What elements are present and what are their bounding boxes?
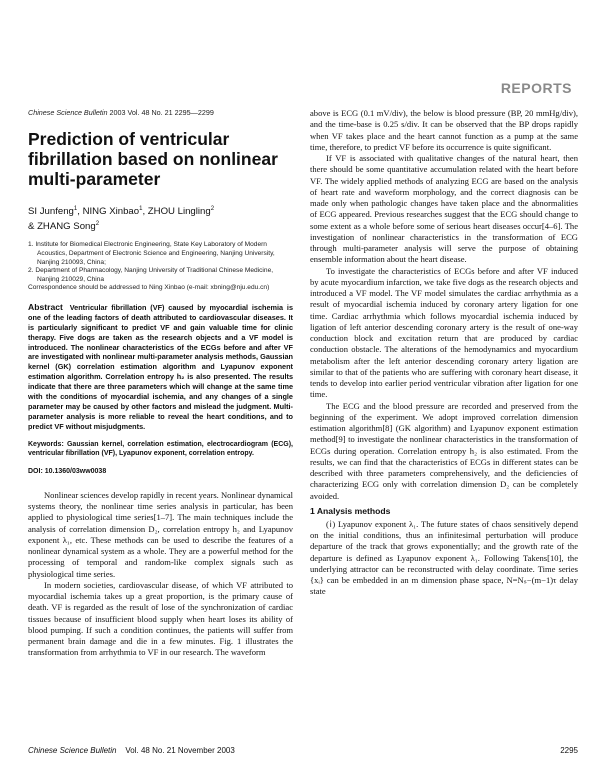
- doi: DOI: 10.1360/03ww0038: [28, 467, 107, 475]
- article-title: Prediction of ventricular fibrillation based on nonlinear multi-parameter: [28, 129, 278, 189]
- footer-issue: Vol. 48 No. 21 November 2003: [125, 746, 235, 755]
- page-footer: [28, 746, 578, 758]
- body-paragraph: If VF is associated with qualitative changes of the natural heart, then there should be some quantitative accumulation related with the heart before VF. The widely applied methods of analyzing ECG are based on the analysis of heart rate and waveform morphology, and the correct diagnosis can be made only when pathologic changes have taken place and the abnormalities of ECG appeared. Previous researches suggest that the ECG should change to some extent as a whole before some of serious heart diseases occur[4–6]. The investigation of nonlinear characteristics in the transformation of ECG through multi-parameter analysis will serve the purpose of obtaining ensemble information about the heart disease.: [310, 153, 578, 265]
- affiliation-2: 2. Department of Pharmacology, Nanjing University of Traditional Chinese Medicine, Nanjing 210029, China: [28, 267, 274, 283]
- author: ZHOU Lingling$^2$: [147, 206, 215, 218]
- body-paragraph: The ECG and the blood pressure are recorded and preserved from the beginning of the experiment. We adopt improved correlation dimension estimation algorithm[8] (GK algorithm) and Lyapunov exponent estimation method[9] to investigate the nonlinear characteristics in the transformation of ECGs during operation. Correlation entropy h₂ is also estimated. From the results, we can find that the characteristics of ECGs in different states can be described with three parameters comprehensively, and the deficiencies of characterizing ECG only with correlation dimension D₂ can be completely avoided.: [310, 400, 578, 501]
- journal-citation: [28, 108, 293, 117]
- right-column: [310, 108, 578, 598]
- abstract: [28, 303, 293, 432]
- journal-name: Chinese Science Bulletin: [28, 108, 108, 117]
- body-paragraph: To investigate the characteristics of ECGs before and after VF induced by acute myocardium infarction, we take five dogs as the research objects and introduced a VF model. The VF model simulates the cardiac arrhythmia as a result of myocardial ischemia induced by coronary artery ligation for one time. Cardiac arrhythmia which follows myocardial ischemia induced by ligation of left anterior descending coronary artery is the result of one-way conduction block and excitation return that are produced by cardiac conduction obstacle. The alterations of the hemodynamics and myocardium metabolism after the left anterior descending coronary artery ligation are similar to that of the patients who are suffering with coronary heart disease, it tends to develop into earlier period ventricular vibration after ligation for one time.: [310, 265, 578, 400]
- author: NING Xinbao$^1$,: [82, 206, 148, 218]
- journal-issue-details: 2003 Vol. 48 No. 21 2295—2299: [109, 108, 214, 117]
- body-paragraph: In modern societies, cardiovascular disease, of which VF attributed to myocardial ischemia takes up a great proportion, is the primary cause of death. VF is regarded as the result of lose of the synchronization of cardiac tissues because of insufficient blood supply when heart loses its ability of blood pumping. If such a condition continues, the patients will suffer from permanent brain damage and die in a few minutes. Fig. 1 illustrates the transformation from arrhythmia to VF in our research. The waveform: [28, 579, 293, 658]
- abstract-heading: Abstract: [28, 301, 63, 312]
- affiliation-1: 1. Institute for Biomedical Electronic Engineering, State Key Laboratory of Modern Acoustics, Department of Electronic Science and Engineering, Nanjing University, Nanjing 210093, China;: [28, 241, 275, 266]
- abstract-text: Ventricular fibrillation (VF) caused by myocardial ischemia is one of the leading factors of death attributed to cardiovascular diseases. It is particularly significant to predict VF and gain valuable time for clinic therapy. Five dogs are taken as the research objects and a VF model is introduced. The nonlinear characteristics of the ECGs before and after VF are investigated with nonlinear multi-parameter analysis methods, Gaussian kernel (GK) correlation estimation algorithm and Lyapunov exponent estimation algorithm. Correlation entropy h₂ is also presented. The results indicate that there are three parameters which will change at the same time with the conditions of myocardial ischemia, and any changes of a single parameter may be caused by other factors and mislead the judgment. Multi-parameter analysis is more reliable to reveal the heart conditions, and to predict VF without misjudgments.: [28, 302, 293, 431]
- body-paragraph: (ⅰ) Lyapunov exponent λ₁. The future states of chaos sensitively depend on the initial conditions, thus an infinitesimal perturbation will produce departure of the track that grows exponentially; and the growth rate of the departure is defined as Lyapunov exponent λ₁. Following Takens[10], the underlying attractor can be reconstructed with delay coordinate. Time series {xᵢ} can be embedded in an m dimension phase space, N=Nₛ−(m−1)τ delay state: [310, 518, 578, 597]
- keywords: Keywords: Gaussian kernel, correlation estimation, electrocardiogram (ECG), ventricular fibrillation (VF), Lyapunov exponent, correlation entropy.: [28, 440, 293, 458]
- author: & ZHANG Song$^2$: [28, 221, 100, 233]
- correspondence-note: Correspondence should be addressed to Ning Xinbao (e-mail: xbning@nju.edu.cn): [28, 284, 270, 292]
- footer-journal: Chinese Science Bulletin: [28, 746, 117, 755]
- body-paragraph: above is ECG (0.1 mV/div), the below is blood pressure (BP, 20 mmHg/div), and the time-base is 0.25 s/div. It can be observed that the BP drops rapidly when VF takes place and the heart cannot function as a pump at the same time, therefore, to predict VF before its occurrence is quite significant.: [310, 108, 578, 152]
- section-heading: 1 Analysis methods: [310, 505, 391, 516]
- left-column: [28, 108, 293, 659]
- footer-citation: [28, 746, 235, 755]
- affiliations: [28, 241, 293, 293]
- author: SI Junfeng$^1$,: [28, 206, 83, 218]
- body-paragraph: Nonlinear sciences develop rapidly in recent years. Nonlinear dynamical systems theory, the nonlinear time series analysis in particular, has been applied to physiological time series[1–7]. The main techniques include the analysis of correlation dimension D₂, correlation entropy h₂ and Lyapunov exponent λ₁, etc. These methods can be used to describe the features of a nonlinear dynamical system as a whole. They are a powerful method for the processing of temporal and random-like complex signals such as physiological time series.: [28, 489, 293, 579]
- author-list: [28, 203, 293, 233]
- page-number: 2295: [560, 746, 578, 755]
- section-label: REPORTS: [500, 80, 572, 96]
